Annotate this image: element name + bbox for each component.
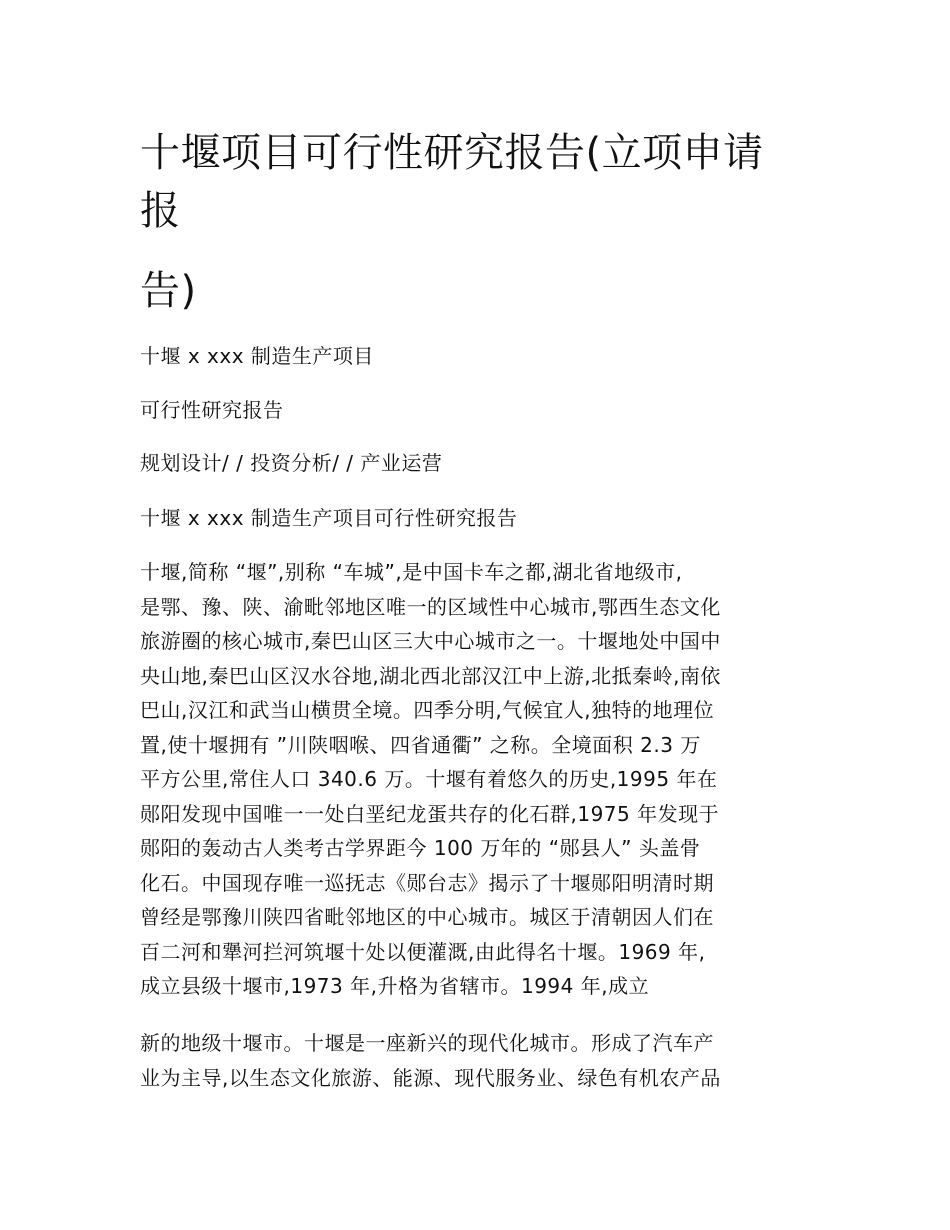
report-type-line: 可行性研究报告 — [140, 398, 284, 422]
paragraph-line: 曾经是鄂豫川陕四省毗邻地区的中心城市。城区于清朝因人们在 — [140, 905, 714, 929]
paragraph-line: 置,使十堰拥有 ”川陕咽喉、四省通衢” 之称。全境面积 2.3 万 — [140, 732, 701, 757]
paragraph-line: 郧阳发现中国唯一一处白垩纪龙蛋共存的化石群,1975 年发现于 — [140, 801, 720, 826]
paragraph-line: 郧阳的轰动古人类考古学界距今 100 万年的 “郧县人” 头盖骨 — [140, 836, 701, 860]
paragraph-line: 旅游圈的核心城市,秦巴山区三大中心城市之一。十堰地处中国中 — [140, 629, 721, 653]
body-paragraph-1 — [140, 555, 721, 1004]
report-heading-line: 十堰 x xxx 制造生产项目可行性研究报告 — [140, 506, 518, 530]
paragraph-line: 业为主导,以生态文化旅游、能源、现代服务业、绿色有机农产品 — [140, 1065, 721, 1090]
services-line: 规划设计/ / 投资分析/ / 产业运营 — [140, 451, 443, 475]
paragraph-line: 平方公里,常住人口 340.6 万。十堰有着悠久的历史,1995 年在 — [140, 767, 718, 791]
body-paragraph-2 — [140, 1026, 721, 1095]
paragraph-line: 百二河和犟河拦河筑堰十处以便灌溉,由此得名十堰。1969 年, — [140, 939, 706, 964]
document-title-line-2: 报 — [140, 188, 181, 234]
paragraph-line: 央山地,秦巴山区汉水谷地,湖北西北部汉江中上游,北抵秦岭,南依 — [140, 663, 721, 688]
paragraph-line: 是鄂、豫、陕、渝毗邻地区唯一的区域性中心城市,鄂西生态文化 — [140, 594, 721, 619]
paragraph-line: 巴山,汉江和武当山横贯全境。四季分明,气候宜人,独特的地理位 — [140, 698, 715, 722]
document-title-line-3: 告) — [140, 268, 197, 314]
paragraph-line: 新的地级十堰市。十堰是一座新兴的现代化城市。形成了汽车产 — [140, 1031, 714, 1055]
paragraph-line: 成立县级十堰市,1973 年,升格为省辖市。1994 年,成立 — [140, 974, 650, 998]
document-title-line-1: 十堰项目可行性研究报告(立项申请 — [140, 130, 764, 176]
project-name-line: 十堰 x xxx 制造生产项目 — [140, 344, 374, 368]
paragraph-line: 十堰,简称 “堰”,别称 “车城”,是中国卡车之都,湖北省地级市, — [140, 560, 683, 584]
paragraph-line: 化石。中国现存唯一巡抚志《郧台志》揭示了十堰郧阳明清时期 — [140, 870, 714, 895]
